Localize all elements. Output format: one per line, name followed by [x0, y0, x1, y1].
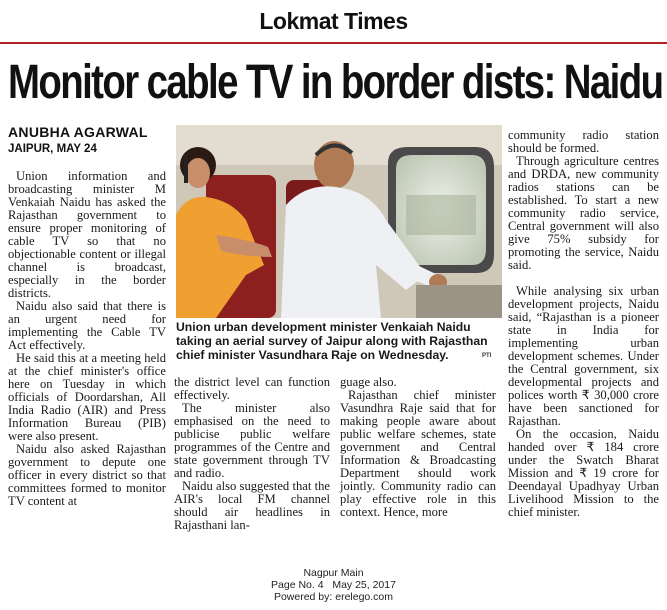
paragraph: Rajasthan chief minister Vasundhra Raje said that for making people aware about public welfare schemes, state government and Central Information & Broadcasting Department should work jointly. Community radio can play effective role in this context. Hence, more — [340, 388, 496, 519]
paragraph: Naidu also said that there is an urgent need for implementing the Cable TV Act effectively. — [8, 299, 166, 352]
paragraph: community radio station should be formed. — [508, 128, 659, 155]
paragraph: The minister also emphasised on the need to publicise public welfare programmes of the Centre and state government through TV and radio. — [174, 401, 330, 480]
masthead: Lokmat Times — [259, 8, 408, 34]
paragraph: Naidu also asked Rajasthan government to depute one officer in every district so that committees formed to monitor TV content at — [8, 442, 166, 508]
headline: Monitor cable TV in border dists: Naidu — [8, 56, 663, 109]
byline: ANUBHA AGARWAL — [8, 124, 148, 140]
paragraph: He said this at a meeting held at the chief minister's office here on Tuesday in which officials of Doordarshan, All India Radio (AIR) and Press Information Bureau (PIB) were also present. — [8, 351, 166, 443]
dateline: JAIPUR, MAY 24 — [8, 143, 97, 155]
paragraph: Union information and broadcasting minister M Venkaiah Naidu has asked the Rajasthan government to ensure proper monitoring of cable TV so that no objectionable content or illegal channel is broadcast, especially in the border districts. — [8, 169, 166, 300]
article-column-2 — [174, 376, 330, 532]
article-column-3 — [340, 376, 496, 519]
masthead-rule — [0, 42, 667, 44]
article-column-4 — [508, 129, 659, 519]
paragraph: On the occasion, Naidu handed over ₹ 184 crore under the Swatch Bharat Mission and ₹ 19 crore for Deendayal Upadhyay Urban Livelihood Mission to the chief minister. — [508, 427, 659, 519]
powered-by: Powered by: erelego.com — [273, 591, 394, 603]
page-footer — [0, 567, 667, 603]
article-column-1 — [8, 170, 166, 508]
photo-credit: PTI — [482, 353, 492, 359]
paragraph: While analysing six urban development projects, Naidu said, “Rajasthan is a pioneer state in India for implementing urban development schemes. Under the Central government, six developmental projects and polices worth ₹ 30,000 crore have been sanctioned for Rajasthan. — [508, 284, 659, 428]
page-info: Page No. 4 May 25, 2017 — [271, 579, 396, 591]
paragraph: Through agriculture centres and DRDA, new community radios stations can be established. To start a new community radio service, Central government will also give 75% subsidy for promoting the service, Naidu said. — [508, 154, 659, 272]
photo-caption: Union urban development minister Venkaiah Naidu taking an aerial survey of Jaipur along with Rajasthan chief minister Vasundhara Raje on Wednesday. — [176, 320, 488, 362]
paragraph: the district level can function effectively. — [174, 375, 330, 402]
paragraph: guage also. — [340, 375, 397, 389]
helicopter-interior-photo — [176, 125, 502, 318]
paragraph: Naidu also suggested that the AIR's local FM channel should air headlines in Rajasthani lan- — [174, 479, 330, 532]
news-photo — [176, 125, 502, 318]
edition-name: Nagpur Main — [303, 567, 364, 579]
